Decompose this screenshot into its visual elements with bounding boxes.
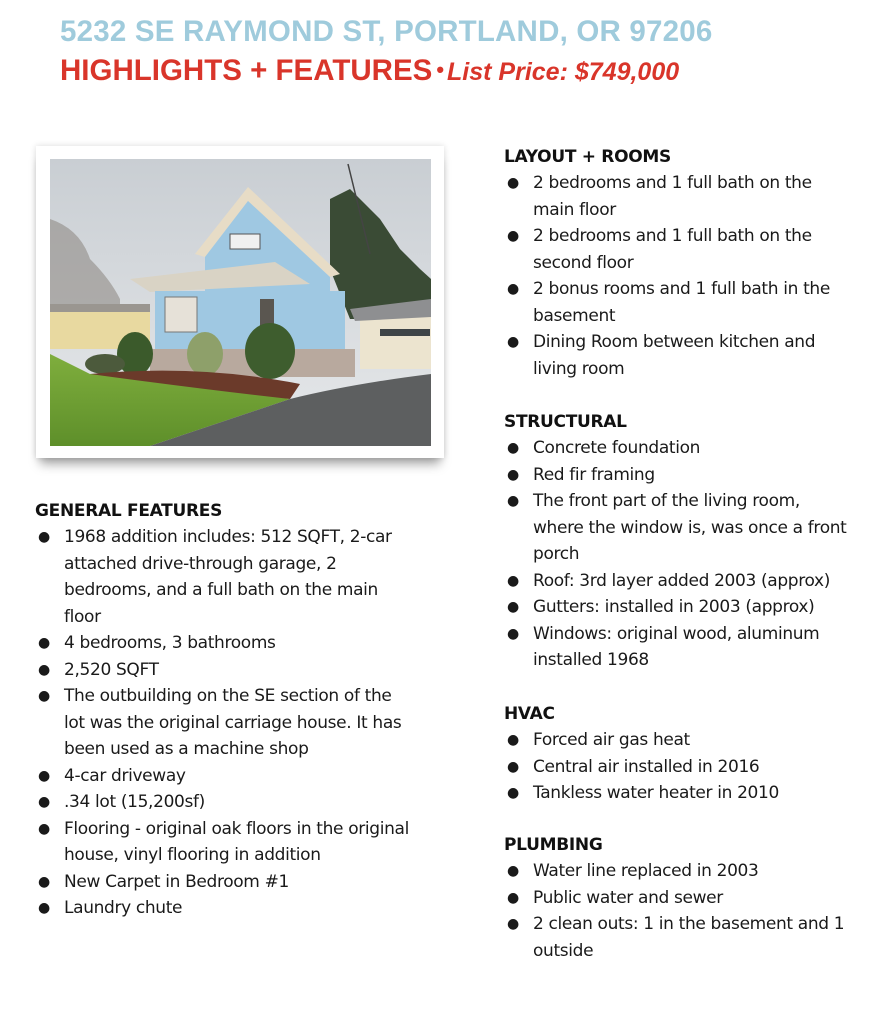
- shrub: [117, 332, 153, 376]
- list-item: ● 2 bedrooms and 1 full bath on the second floor: [504, 223, 854, 276]
- bullet-icon: ●: [507, 758, 519, 775]
- shrub: [85, 354, 125, 374]
- list-item: ● 2 bedrooms and 1 full bath on the main floor: [504, 170, 854, 223]
- highlights-title: HIGHLIGHTS + FEATURES: [60, 54, 433, 87]
- bullet-icon: ●: [507, 785, 519, 801]
- list-item: ● Windows: original wood, aluminum installed 1968: [504, 621, 854, 674]
- bullet-icon: ●: [507, 863, 519, 879]
- list-item: ● New Carpet in Bedroom #1: [35, 869, 415, 896]
- list-item: ● 4-car driveway: [35, 763, 415, 790]
- list-item: ● Concrete foundation: [504, 435, 854, 462]
- bullet-icon: ●: [507, 599, 519, 615]
- structural-section: [504, 409, 854, 674]
- house-illustration: [50, 159, 431, 446]
- list-item: ● 4 bedrooms, 3 bathrooms: [35, 630, 415, 657]
- front-window: [165, 297, 197, 332]
- bullet-icon: ●: [38, 661, 50, 678]
- bullet-icon: ●: [38, 529, 50, 545]
- list-item: ● Tankless water heater in 2010: [504, 780, 854, 807]
- bullet-icon: ●: [507, 493, 519, 509]
- highlights-line: [60, 50, 860, 92]
- section-title: GENERAL FEATURES: [35, 501, 223, 521]
- bullet-icon: ●: [507, 732, 519, 748]
- list-item: ● Forced air gas heat: [504, 727, 854, 754]
- bullet-icon: ●: [38, 820, 50, 837]
- bullet-icon: ●: [38, 873, 50, 890]
- bullet-icon: ●: [38, 900, 50, 916]
- plumbing-section: [504, 832, 874, 964]
- bullet-icon: ●: [507, 228, 519, 244]
- plumbing-list: [504, 858, 874, 964]
- bullet-icon: ●: [507, 572, 519, 589]
- bullet-icon: ●: [507, 916, 519, 932]
- list-item: ● Flooring - original oak floors in the original house, vinyl flooring in addition: [35, 816, 415, 869]
- upper-window: [230, 234, 260, 249]
- list-item: ● Laundry chute: [35, 895, 415, 922]
- layout-rooms-list: [504, 170, 854, 382]
- layout-rooms-section: [504, 144, 854, 382]
- bullet-icon: ●: [38, 688, 50, 704]
- shrub: [187, 332, 223, 376]
- section-title: PLUMBING: [504, 835, 603, 855]
- list-price: List Price: $749,000: [447, 58, 680, 86]
- list-item: ● Red fir framing: [504, 462, 854, 489]
- property-photo: [50, 159, 431, 446]
- page-header: [60, 12, 860, 92]
- list-item: ● Gutters: installed in 2003 (approx): [504, 594, 854, 621]
- shrub: [245, 323, 295, 379]
- section-title: STRUCTURAL: [504, 412, 627, 432]
- list-item: ● Dining Room between kitchen and living room: [504, 329, 854, 382]
- list-item: ● The outbuilding on the SE section of the lot was the original carriage house. It has been used as a machine shop: [35, 683, 415, 763]
- list-item: ● 2 clean outs: 1 in the basement and 1 outside: [504, 911, 874, 964]
- bullet-icon: ●: [507, 466, 519, 483]
- list-item: ● The front part of the living room, where the window is, was once a front porch: [504, 488, 854, 568]
- bullet-icon: ●: [507, 334, 519, 350]
- list-item: ● 2 bonus rooms and 1 full bath in the basement: [504, 276, 854, 329]
- property-photo-frame: [36, 146, 444, 458]
- bullet-icon: ●: [507, 175, 519, 191]
- list-item: ● 2,520 SQFT: [35, 657, 415, 684]
- general-features-section: [35, 498, 415, 922]
- structural-list: [504, 435, 854, 674]
- bullet-icon: ●: [38, 635, 50, 651]
- bullet-icon: ●: [507, 281, 519, 297]
- garage: [360, 314, 431, 369]
- list-item: ● Public water and sewer: [504, 885, 874, 912]
- list-item: ● Roof: 3rd layer added 2003 (approx): [504, 568, 854, 595]
- property-address: 5232 SE RAYMOND ST, PORTLAND, OR 97206: [60, 15, 713, 48]
- bullet-icon: ●: [38, 767, 50, 784]
- separator-dot: •: [436, 57, 445, 82]
- list-item: ● 1968 addition includes: 512 SQFT, 2-car attached drive-through garage, 2 bedrooms, and a full bath on the main floor: [35, 524, 415, 630]
- bullet-icon: ●: [507, 440, 519, 456]
- section-title: HVAC: [504, 704, 555, 724]
- list-item: ● Central air installed in 2016: [504, 754, 854, 781]
- bullet-icon: ●: [507, 625, 519, 642]
- general-features-list: [35, 524, 415, 922]
- hvac-list: [504, 727, 854, 807]
- bullet-icon: ●: [507, 889, 519, 906]
- hvac-section: [504, 701, 854, 807]
- section-title: LAYOUT + ROOMS: [504, 147, 671, 167]
- bullet-icon: ●: [38, 794, 50, 810]
- list-item: ● Water line replaced in 2003: [504, 858, 874, 885]
- list-item: ● .34 lot (15,200sf): [35, 789, 415, 816]
